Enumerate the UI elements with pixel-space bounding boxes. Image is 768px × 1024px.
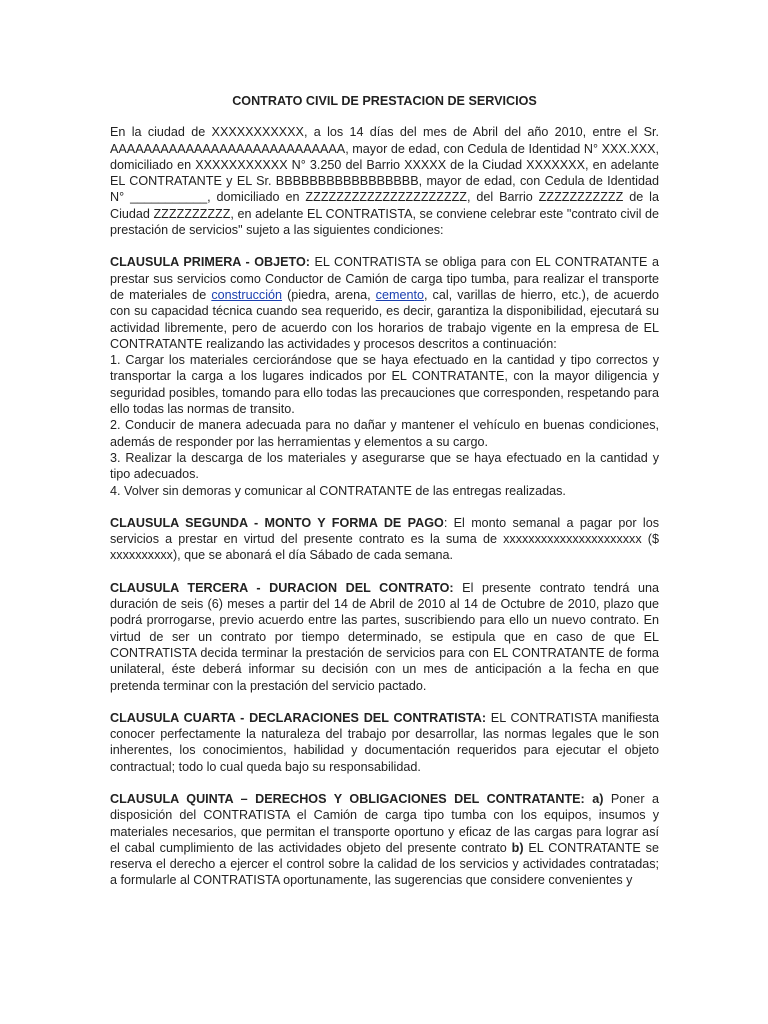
clause-quinta-body	[110, 791, 659, 889]
clause-cuarta-text: EL CONTRATISTA manifiesta conocer perfectamente la naturaleza del trabajo por desarrollar, las normas legales que le son inherentes, los conocimientos, habilidad y documentación requeridos para ejecutar el objeto contractual; todo lo cual queda bajo su responsabilidad.	[110, 710, 659, 774]
clause-quinta-heading: CLAUSULA QUINTA – DERECHOS Y OBLIGACIONES DEL CONTRATANTE: a)	[110, 791, 604, 806]
clause-quinta-text-a: Poner a disposición del CONTRATISTA el Camión de carga tipo tumba con los equipos, insumos y materiales necesarios, que permitan el transporte oportuno y eficaz de las cargas para lograr así el cabal cumplimiento de las actividades objeto del presente contrato	[110, 791, 659, 855]
clause-segunda-heading: CLAUSULA SEGUNDA - MONTO Y FORMA DE PAGO	[110, 515, 444, 530]
clause-segunda-text: : El monto semanal a pagar por los servicios a prestar en virtud del presente contrato es la suma de xxxxxxxxxxxxxxxxxxxxxx ($ xxxxxxxxxx), que se abonará el día Sábado de cada semana.	[110, 515, 660, 563]
clause-quinta-marker-b: b)	[511, 840, 524, 855]
clause-quinta-text-b: EL CONTRATANTE se reserva el derecho a ejercer el control sobre la calidad de los servicios y actividades contratadas; a formularle al CONTRATISTA oportunamente, las sugerencias que considere convenientes y	[110, 840, 659, 888]
clause-cuarta-body	[110, 710, 659, 775]
clause-primera	[110, 254, 659, 498]
clause-segunda-body	[110, 515, 659, 564]
clause-primera-item-2: 2. Conducir de manera adecuada para no dañar y mantener el vehículo en buenas condiciones, además de responder por las herramientas y elementos a su cargo.	[110, 418, 659, 449]
cemento-link[interactable]: cemento	[375, 287, 424, 302]
document-page	[110, 93, 659, 905]
clause-primera-heading: CLAUSULA PRIMERA - OBJETO:	[110, 255, 310, 270]
clause-tercera-body	[110, 580, 659, 694]
intro-paragraph: En la ciudad de XXXXXXXXXXX, a los 14 días del mes de Abril del año 2010, entre el Sr. AAAAAAAAAAAAAAAAAAAAAAAAAAAA, mayor de edad, con Cedula de Identidad N° XXX.XXX, domiciliado en XXXXXXXXXXX N° 3.250 del Barrio XXXXX de la Ciudad XXXXXXX, en adelante EL CONTRATANTE y EL Sr. BBBBBBBBBBBBBBBBB, mayor de edad, con Cedula de Identidad N° ___________, domiciliado en ZZZZZZZZZZZZZZZZZZZZZ, del Barrio ZZZZZZZZZZZ de la Ciudad ZZZZZZZZZZ, en adelante EL CONTRATISTA, se conviene celebrar este "contrato civil de prestación de servicios" sujeto a las siguientes condiciones:	[110, 125, 659, 238]
clause-primera-text-c: , cal, varillas de hierro, etc.), de acuerdo con su capacidad técnica cuando sea requerido, es decir, garantiza la disponibilidad, ejecutará su actividad libremente, pero de acuerdo con los horarios de trabajo vigente en la empresa de EL CONTRATANTE realizando las actividades y procesos descritos a continuación:	[110, 287, 659, 351]
clause-primera-item-1: 1. Cargar los materiales cerciorándose que se haya efectuado en la cantidad y tipo correctos y transportar la carga a los lugares indicados por EL CONTRATANTE, con la mayor diligencia y seguridad posibles, tomando para ello todas las precauciones que corresponden, respetando para ello todas las normas de transito.	[110, 353, 659, 417]
clause-primera-text-a: EL CONTRATISTA se obliga para con EL CONTRATANTE a prestar sus servicios como Conductor de Camión de carga tipo tumba, para realizar el transporte de materiales de	[110, 255, 659, 302]
clause-primera-body	[110, 254, 659, 352]
clause-cuarta	[110, 710, 659, 775]
clause-quinta	[110, 791, 659, 889]
clause-tercera-text: El presente contrato tendrá una duración de seis (6) meses a partir del 14 de Abril de 2010 al 14 de Octubre de 2010, plazo que podrá prorrogarse, previo acuerdo entre las partes, suscribiendo para ello un nuevo contrato. En virtud de ser un contrato por tiempo determinado, se estipula que en caso de que EL CONTRATISTA decida terminar la prestación de servicios para con EL CONTRATANTE de forma unilateral, éste deberá informar su decisión con un mes de anticipación a la fecha en que pretenda terminar con la prestación del servicio pactado.	[110, 580, 659, 693]
clause-primera-text-b: (piedra, arena,	[282, 287, 376, 302]
clause-tercera-heading: CLAUSULA TERCERA - DURACION DEL CONTRATO:	[110, 580, 454, 595]
clause-primera-item-4: 4. Volver sin demoras y comunicar al CONTRATANTE de las entregas realizadas.	[110, 483, 566, 498]
construccion-link[interactable]: construcción	[211, 287, 283, 302]
clause-cuarta-heading: CLAUSULA CUARTA - DECLARACIONES DEL CONTRATISTA:	[110, 710, 487, 725]
clause-tercera	[110, 580, 659, 694]
clause-segunda	[110, 515, 659, 564]
document-title: CONTRATO CIVIL DE PRESTACION DE SERVICIOS	[232, 94, 537, 108]
clause-primera-item-3: 3. Realizar la descarga de los materiales y asegurarse que se haya efectuado en la cantidad y tipo adecuados.	[110, 450, 659, 482]
